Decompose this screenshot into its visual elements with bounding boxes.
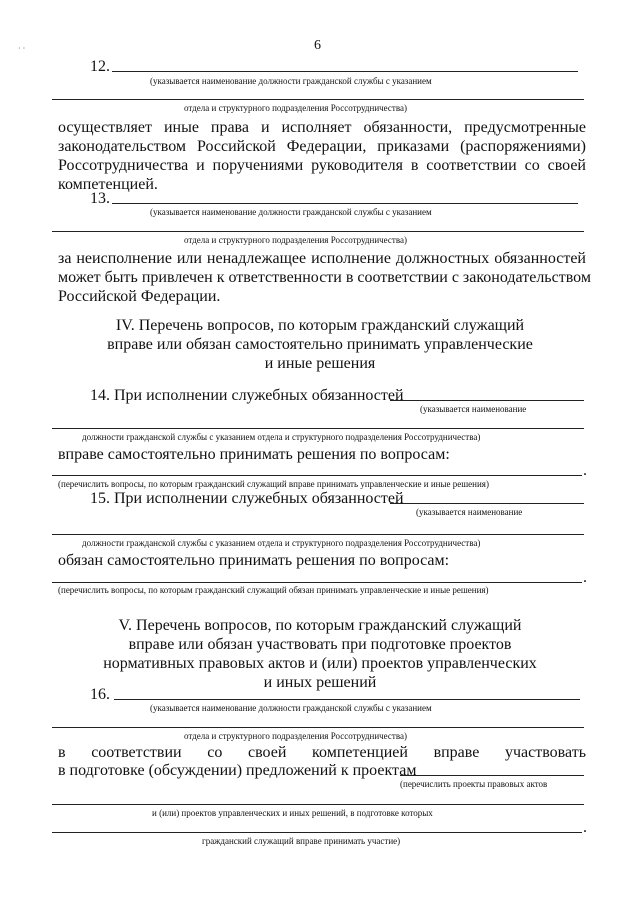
section-4-title-line-1: IV. Перечень вопросов, по которым гражданский служащий: [115, 317, 525, 334]
item-16-blank-line-5: [52, 832, 582, 833]
item-12-number: 12.: [90, 58, 110, 75]
item-15-lead: 15. При исполнении служебных обязанностей: [90, 490, 404, 507]
item-16-hint-1: (указывается наименование должности гражданской службы с указанием: [150, 703, 432, 713]
item-15-text: обязан самостоятельно принимать решения по вопросам:: [58, 552, 450, 569]
item-13-text-line-2: может быть привлечен к ответственности в соответствии с законодательством: [58, 269, 591, 286]
page-number: 6: [314, 38, 321, 53]
item-16-hint-3: (перечислить проекты правовых актов: [400, 779, 548, 789]
item-14-hint-2: должности гражданской службы с указанием отдела и структурного подразделения Россотрудничества): [82, 432, 481, 442]
item-15-blank-line-2: [52, 534, 584, 535]
item-12-hint-2: отдела и структурного подразделения Россотрудничества): [184, 103, 407, 113]
item-16-hint-4: и (или) проектов управленческих и иных решений, в подготовке которых: [152, 808, 433, 818]
section-4-title-line-3: и иные решения: [264, 355, 376, 372]
section-5-title-line-4: и иных решений: [263, 674, 377, 691]
item-13-text-line-3: Российской Федерации.: [58, 288, 221, 305]
section-5-title-line-2: вправе или обязан участвовать при подготовке проектов: [128, 636, 512, 653]
scan-mark: · ·: [18, 44, 26, 53]
item-13-blank-line: [112, 203, 578, 204]
item-13-number: 13.: [90, 190, 110, 207]
item-14-lead: 14. При исполнении служебных обязанностей: [90, 387, 404, 404]
item-13-hint-2: отдела и структурного подразделения Россотрудничества): [184, 235, 407, 245]
item-12-text-line-4: компетенцией.: [58, 176, 158, 193]
item-16-hint-2: отдела и структурного подразделения Россотрудничества): [184, 731, 407, 741]
item-13-blank-line-2: [52, 231, 584, 232]
item-16-blank-line-4: [52, 804, 584, 805]
item-14-blank-line: [390, 400, 584, 401]
item-14-hint-1: (указывается наименование: [420, 404, 527, 414]
item-13-hint-1: (указывается наименование должности гражданской службы с указанием: [150, 207, 432, 217]
item-14-text: вправе самостоятельно принимать решения по вопросам:: [58, 446, 450, 463]
item-12-blank-line-2: [52, 99, 584, 100]
item-16-blank-line-2: [52, 727, 584, 728]
item-16-number: 16.: [90, 686, 110, 703]
item-14-hint-3: (перечислить вопросы, по которым гражданский служащий вправе принимать управленческие и иные решения): [58, 479, 489, 489]
item-16-hint-5: гражданский служащий вправе принимать участие): [202, 836, 401, 846]
item-15-hint-2: должности гражданской службы с указанием отдела и структурного подразделения Россотрудничества): [82, 538, 481, 548]
item-16-text-line-2: в подготовке (обсуждении) предложений к проектам: [58, 762, 417, 779]
item-14-blank-line-2: [52, 428, 584, 429]
item-16-blank-line: [114, 699, 580, 700]
item-15-hint-1: (указывается наименование: [416, 507, 523, 517]
item-15-period: .: [583, 569, 587, 586]
item-12-blank-line: [112, 71, 578, 72]
item-15-hint-3: (перечислить вопросы, по которым гражданский служащий обязан принимать управленческие и иные решения): [58, 585, 489, 595]
item-16-period: .: [583, 819, 587, 836]
item-15-blank-line-3: [52, 582, 582, 583]
item-16-blank-line-3: [400, 775, 584, 776]
item-12-text-line-1: осуществляет иные права и исполняет обязанности, предусмотренные: [58, 119, 586, 136]
section-5-title-line-1: V. Перечень вопросов, по которым гражданский служащий: [118, 617, 522, 634]
item-13-text-line-1: за неисполнение или ненадлежащее исполнение должностных обязанностей: [58, 250, 586, 267]
item-14-blank-line-3: [52, 475, 582, 476]
item-12-text-line-3: Россотрудничества и поручениями руководителя в соответствии со своей: [58, 157, 586, 174]
section-5-title-line-3: нормативных правовых актов и (или) проектов управленческих: [103, 655, 537, 672]
section-4-title-line-2: вправе или обязан самостоятельно принимать управленческие: [107, 336, 533, 353]
item-12-text-line-2: законодательством Российской Федерации, приказами (распоряжениями): [58, 138, 586, 155]
item-15-blank-line: [390, 503, 584, 504]
item-12-hint-1: (указывается наименование должности гражданской службы с указанием: [150, 76, 432, 86]
item-14-period: .: [583, 462, 587, 479]
item-16-text-line-1: в соответствии со своей компетенцией вправе участвовать: [58, 744, 586, 761]
